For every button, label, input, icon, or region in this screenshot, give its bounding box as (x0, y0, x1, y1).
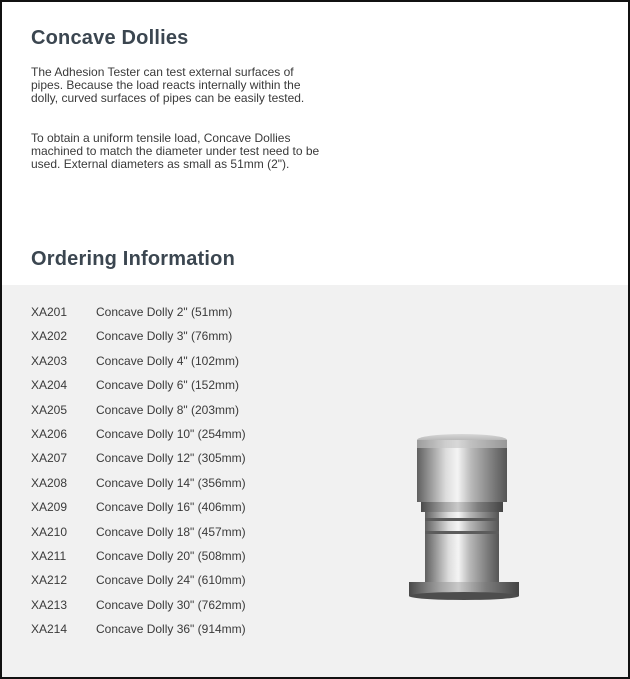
item-description: Concave Dolly 24" (610mm) (96, 573, 246, 588)
list-item (31, 451, 246, 475)
item-description: Concave Dolly 6" (152mm) (96, 378, 239, 393)
ordering-information-heading: Ordering Information (31, 248, 235, 270)
list-item (31, 476, 246, 500)
list-item (31, 549, 246, 573)
list-item (31, 329, 246, 353)
ordering-list (31, 305, 246, 646)
item-code: XA201 (31, 305, 68, 319)
item-description: Concave Dolly 12" (305mm) (96, 451, 246, 466)
item-code: XA204 (31, 378, 68, 393)
item-code: XA209 (31, 500, 68, 515)
dolly-head (417, 440, 507, 502)
item-description: Concave Dolly 30" (762mm) (96, 597, 246, 612)
item-description: Concave Dolly 2" (51mm) (96, 305, 233, 319)
item-description: Concave Dolly 16" (406mm) (96, 500, 246, 515)
list-item (31, 403, 246, 427)
list-item (31, 305, 246, 329)
list-item (31, 573, 246, 597)
item-code: XA212 (31, 573, 68, 588)
item-code: XA214 (31, 622, 68, 637)
item-description: Concave Dolly 14" (356mm) (96, 475, 246, 490)
item-code: XA210 (31, 524, 68, 539)
list-item (31, 598, 246, 622)
item-description: Concave Dolly 20" (508mm) (96, 548, 246, 563)
item-code: XA211 (31, 548, 67, 563)
item-code: XA207 (31, 451, 68, 466)
item-description: Concave Dolly 36" (914mm) (96, 622, 246, 637)
list-item (31, 622, 246, 646)
list-item (31, 427, 246, 451)
item-code: XA203 (31, 353, 68, 368)
concave-dolly-image (405, 432, 525, 612)
item-description: Concave Dolly 4" (102mm) (96, 353, 239, 368)
item-description: Concave Dolly 3" (76mm) (96, 329, 233, 344)
list-item (31, 378, 246, 402)
item-code: XA206 (31, 426, 68, 441)
item-description: Concave Dolly 8" (203mm) (96, 402, 239, 417)
item-code: XA208 (31, 475, 68, 490)
concave-dollies-heading: Concave Dollies (31, 27, 189, 49)
item-description: Concave Dolly 18" (457mm) (96, 524, 246, 539)
item-code: XA202 (31, 329, 68, 344)
list-item (31, 525, 246, 549)
item-description: Concave Dolly 10" (254mm) (96, 426, 246, 441)
item-code: XA205 (31, 402, 68, 417)
item-code: XA213 (31, 597, 68, 612)
uniform-load-paragraph: To obtain a uniform tensile load, Concave Dollies machined to match the diameter under test need to be used. External diameters as small as 51mm (2"). (31, 131, 320, 171)
list-item (31, 500, 246, 524)
intro-paragraph: The Adhesion Tester can test external surfaces of pipes. Because the load reacts internally within the dolly, curved surfaces of pipes can be easily tested. (31, 65, 305, 105)
list-item (31, 354, 246, 378)
